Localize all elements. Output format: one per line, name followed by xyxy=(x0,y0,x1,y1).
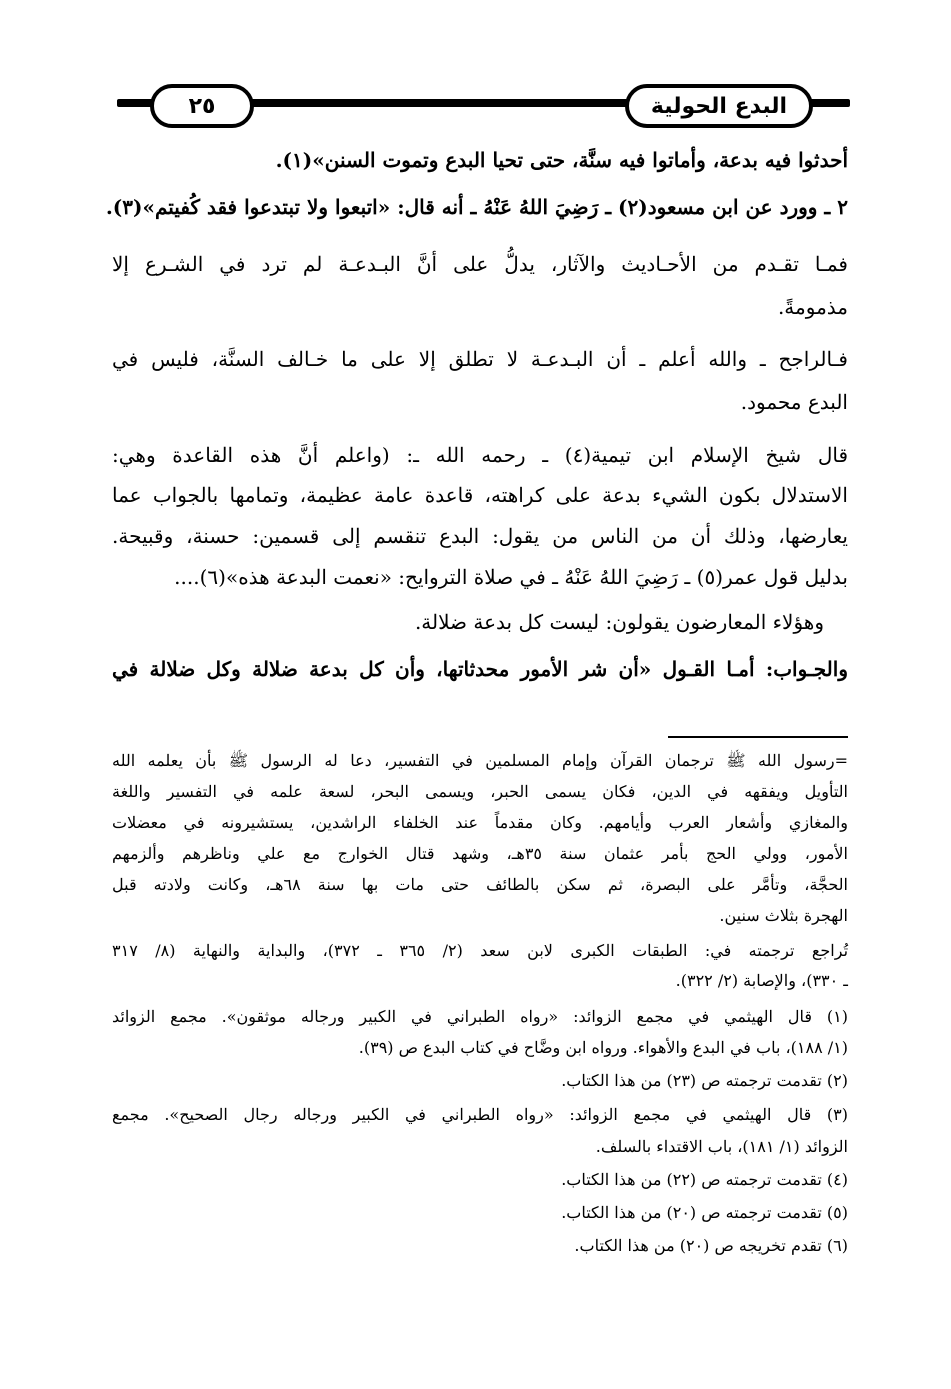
body-line: الاستدلال بكون الشيء بدعة على كراهته، قاعدة عامة عظيمة، وتمامها بالجواب عما xyxy=(112,483,848,507)
footnote-line: (١/ ١٨٨)، باب في البدع والأهواء. ورواه ابن وضَّاح في كتاب البدع ص (٣٩). xyxy=(358,1038,848,1057)
header-rule-middle xyxy=(250,99,630,107)
footnote-line: (١) قال الهيثمي في مجمع الزوائد: «رواه الطبراني في الكبير ورجاله موثقون». مجمع الزوائد xyxy=(112,1007,849,1026)
footnote-separator xyxy=(668,736,848,738)
body-line: البدع محمود. xyxy=(740,390,848,414)
page-number: ٢٥ xyxy=(150,84,254,128)
body-line: فمـا تقـدم من الأحـاديث والآثار، يدلُّ على أنَّ البـدعـة لم ترد في الشـرع إلا xyxy=(112,252,848,276)
footnote-line: ـ ٣٣٠)، والإصابة (٢/ ٣٢٢). xyxy=(675,971,848,990)
footnote-line: الأمور، وولي الحج بأمر عثمان سنة ٣٥هـ، وشهد قتال الخوارج مع علي وناظرهم وألزمهم xyxy=(112,844,848,863)
footnote-line: (٦) تقدم تخريجه ص (٢٠) من هذا الكتاب. xyxy=(574,1236,848,1255)
body-line: بدليل قول عمر(٥) ـ رَضِيَ اللهُ عَنْهُ ـ في صلاة التروايح: «نعمت البدعة هذه»(٦).... xyxy=(174,565,848,589)
footnote-line: التأويل ويفقهه في الدين، فكان يسمى الحبر، ويسمى البحر، لسعة علمه في التفسير واللغة xyxy=(112,782,848,801)
footnote-line: الهجرة بثلاث سنين. xyxy=(719,906,848,925)
body-line: يعارضها، وذلك أن من الناس من يقول: البدع تنقسم إلى قسمين: حسنة، وقبيحة. xyxy=(112,524,848,548)
body-line: قال شيخ الإسلام ابن تيمية(٤) ـ رحمه الله ـ: (واعلم أنَّ هذه القاعدة وهي: xyxy=(112,443,849,467)
footnote-line: =رسول الله ﷺ ترجمان القرآن وإمام المسلمين في التفسير، دعا له الرسول ﷺ بأن يعلمه الله xyxy=(112,751,848,770)
footnote-line: (٥) تقدمت ترجمته ص (٢٠) من هذا الكتاب. xyxy=(561,1203,848,1222)
footnote-line: (٤) تقدمت ترجمته ص (٢٢) من هذا الكتاب. xyxy=(561,1170,848,1189)
footnote-line: (٣) قال الهيثمي في مجمع الزوائد: «رواه الطبراني في الكبير ورجاله رجال الصحيح». مجمع xyxy=(112,1105,848,1124)
footnote-line: (٢) تقدمت ترجمته ص (٢٣) من هذا الكتاب. xyxy=(561,1071,848,1090)
body-line: ٢ ـ وورد عن ابن مسعود(٢) ـ رَضِيَ اللهُ عَنْهُ ـ أنه قال: «اتبعوا ولا تبتدعوا فقد كُفيتم»(٣). xyxy=(105,195,848,219)
body-line: والجـواب: أمـا القـول «أن شر الأمور محدثاتها، وأن كل بدعة ضلالة وكل ضلالة في xyxy=(112,657,848,681)
body-line: وهؤلاء المعارضون يقولون: ليست كل بدعة ضلالة. xyxy=(414,610,824,634)
body-line: مذمومةً. xyxy=(777,295,848,319)
footnote-line: الزوائد (١/ ١٨١)، باب الاقتداء بالسلف. xyxy=(595,1137,848,1156)
footnote-line: تُراجع ترجمته في: الطبقات الكبرى لابن سعد (٢/ ٣٦٥ ـ ٣٧٢)، والبداية والنهاية (٨/ ٣١٧ xyxy=(112,941,849,960)
running-title: البدع الحولية xyxy=(625,84,813,128)
body-line: فـالراجح ـ والله أعلم ـ أن البـدعـة لا تطلق إلا على ما خـالف السنَّة، فليس في xyxy=(112,347,848,371)
footnote-line: الحجَّة، وتأمَّر على البصرة، ثم سكن بالطائف حتى مات بها سنة ٦٨هـ، وكانت ولادته قبل xyxy=(112,875,849,894)
body-line: أحدثوا فيه بدعة، وأماتوا فيه سنَّة، حتى تحيا البدع وتموت السنن»(١). xyxy=(275,148,848,172)
footnote-line: والمغازي وأشعار العرب وأيامهم. وكان مقدماً عند الخلفاء الراشدين، يستشيرونه في معضلات xyxy=(112,813,848,832)
